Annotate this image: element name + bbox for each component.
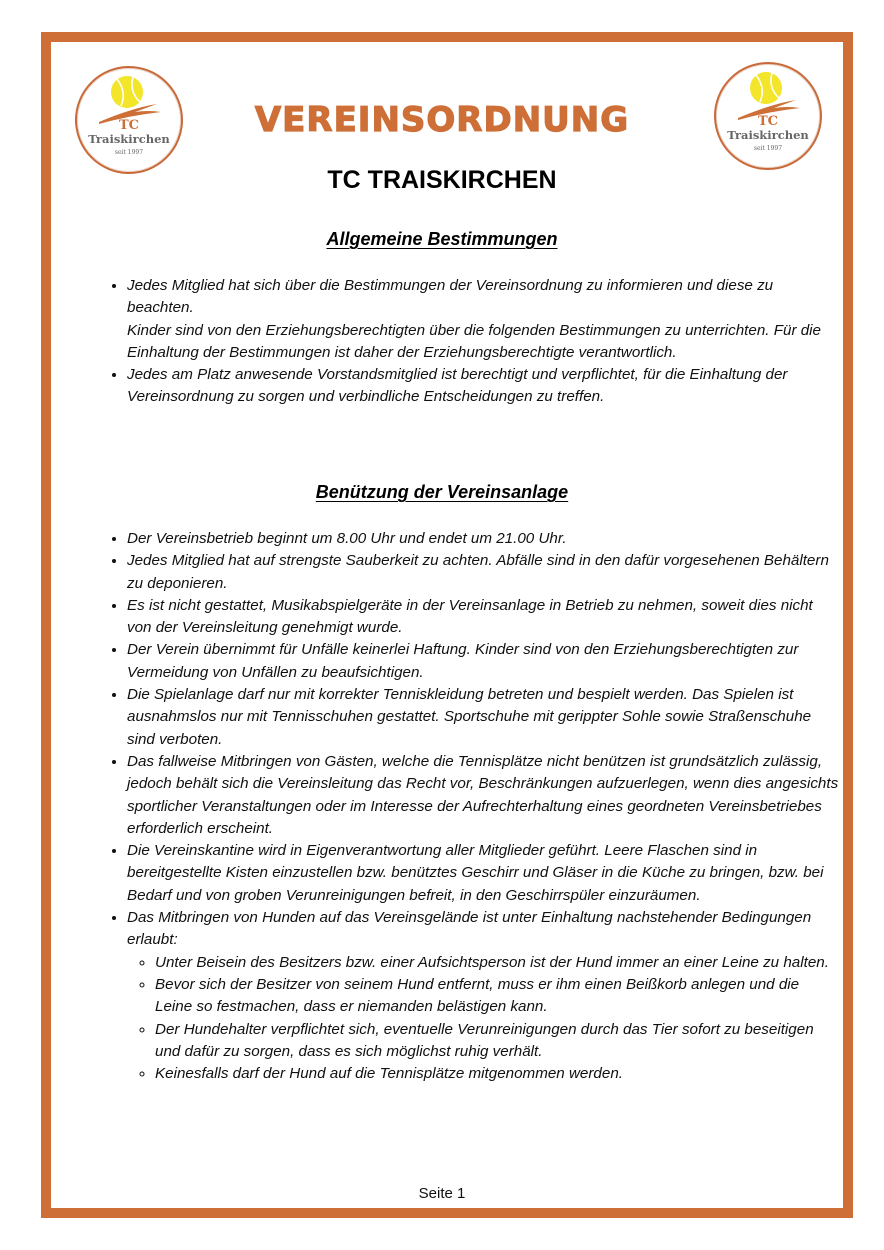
list-item-text: Die Vereinskantine wird in Eigenverantwortung aller Mitglieder geführt. Leere Flaschen sind in bereitgestellte Kisten einzustellen bzw. benütztes Geschirr und Gläser in die Küche zu bringen, bzw. bei Bedarf und von groben Verunreinigungen befreit, in den Geschirrspüler einzuräumen. (127, 842, 824, 904)
list-item (127, 684, 839, 751)
logo-name-text: Traiskirchen (88, 132, 170, 146)
list-item-text: Der Verein übernimmt für Unfälle keinerlei Haftung. Kinder sind von den Erziehungsberechtigten zur Vermeidung von Unfällen zu beaufsichtigen. (127, 641, 799, 681)
list-item (127, 639, 839, 684)
list-item-text: Das fallweise Mitbringen von Gästen, welche die Tennisplätze nicht benützen ist grundsätzlich zulässig, jedoch behält sich die Vereinsleitung das Recht vor, Beschränkungen aufzuerlegen, wenn dies angesichts sportlicher Veranstaltungen oder im Interesse der Aufrechterhaltung eines geordneten Vereinsbetriebes erforderlich erscheint. (127, 752, 839, 837)
list-item (127, 550, 839, 595)
section-heading-general: Allgemeine Bestimmungen (326, 229, 558, 249)
list-item-text: Kinder sind von den Erziehungsberechtigten über die folgenden Bestimmungen zu unterrichten. Für die Einhaltung der Bestimmungen ist daher der Erziehungsberechtigte verantwortlich. (127, 321, 821, 361)
logo-tc-text: TC (118, 118, 140, 133)
logo-since-text: seit 1997 (114, 149, 144, 156)
list-item (127, 595, 839, 640)
list-item-text: Jedes Mitglied hat sich über die Bestimmungen der Vereinsordnung zu informieren und diese zu beachten. (127, 277, 774, 317)
sublist-item (155, 1019, 839, 1064)
sublist-item (155, 952, 839, 974)
list-item-text: Die Spielanlage darf nur mit korrekter Tenniskleidung betreten und bespielt werden. Das Spielen ist ausnahmslos nur mit Tennisschuhen gestattet. Sportschuhe mit gerippter Sohle sowie Straßenschuhe sind verboten. (127, 686, 812, 748)
list-item-text: Jedes Mitglied hat auf strengste Sauberkeit zu achten. Abfälle sind in den dafür vorgesehenen Behältern zu deponieren. (127, 552, 829, 592)
page-subtitle: TC TRAISKIRCHEN (327, 166, 557, 194)
list-item-text: Der Vereinsbetrieb beginnt um 8.00 Uhr und endet um 21.00 Uhr. (127, 530, 567, 547)
list-item-text: Es ist nicht gestattet, Musikabspielgeräte in der Vereinsanlage in Betrieb zu nehmen, soweit dies nicht von der Vereinsleitung genehmigt wurde. (127, 596, 813, 637)
logo-name-text: Traiskirchen (727, 128, 809, 142)
page-title: VEREINSORDNUNG (254, 100, 630, 140)
general-rules-list (105, 275, 839, 409)
sublist-item (155, 974, 839, 1019)
sublist-item-text: Keinesfalls darf der Hund auf die Tennisplätze mitgenommen werden. (155, 1065, 623, 1083)
list-item (127, 840, 839, 907)
list-item (127, 528, 839, 550)
list-item (127, 907, 839, 1085)
dog-rules-sublist (127, 952, 839, 1086)
sublist-item-text: Bevor sich der Besitzer von seinem Hund entfernt, muss er ihm einen Beißkorb anlegen und die Leine so festmachen, dass er niemanden belästigen kann. (155, 975, 800, 1016)
list-item (127, 751, 839, 840)
facility-rules-list (105, 528, 839, 1085)
page-number: Seite 1 (418, 1185, 466, 1202)
list-item-text: Das Mitbringen von Hunden auf das Vereinsgelände ist unter Einhaltung nachstehender Bedingungen erlaubt: (127, 909, 812, 949)
logo-since-text: seit 1997 (753, 145, 783, 152)
list-item-text: Jedes am Platz anwesende Vorstandsmitglied ist berechtigt und verpflichtet, für die Einhaltung der Vereinsordnung zu sorgen und verbindliche Entscheidungen zu treffen. (127, 366, 788, 406)
section-heading-facility: Benützung der Vereinsanlage (315, 482, 569, 502)
sublist-item (155, 1063, 839, 1085)
sublist-item-text: Unter Beisein des Besitzers bzw. einer Aufsichtsperson ist der Hund immer an einer Leine zu halten. (155, 953, 829, 971)
list-item (127, 275, 839, 364)
logo-tc-text: TC (757, 114, 779, 129)
sublist-item-text: Der Hundehalter verpflichtet sich, eventuelle Verunreinigungen durch das Tier sofort zu beseitigen und dafür zu sorgen, dass es sich möglichst ruhig verhält. (155, 1020, 814, 1060)
list-item (127, 364, 839, 409)
